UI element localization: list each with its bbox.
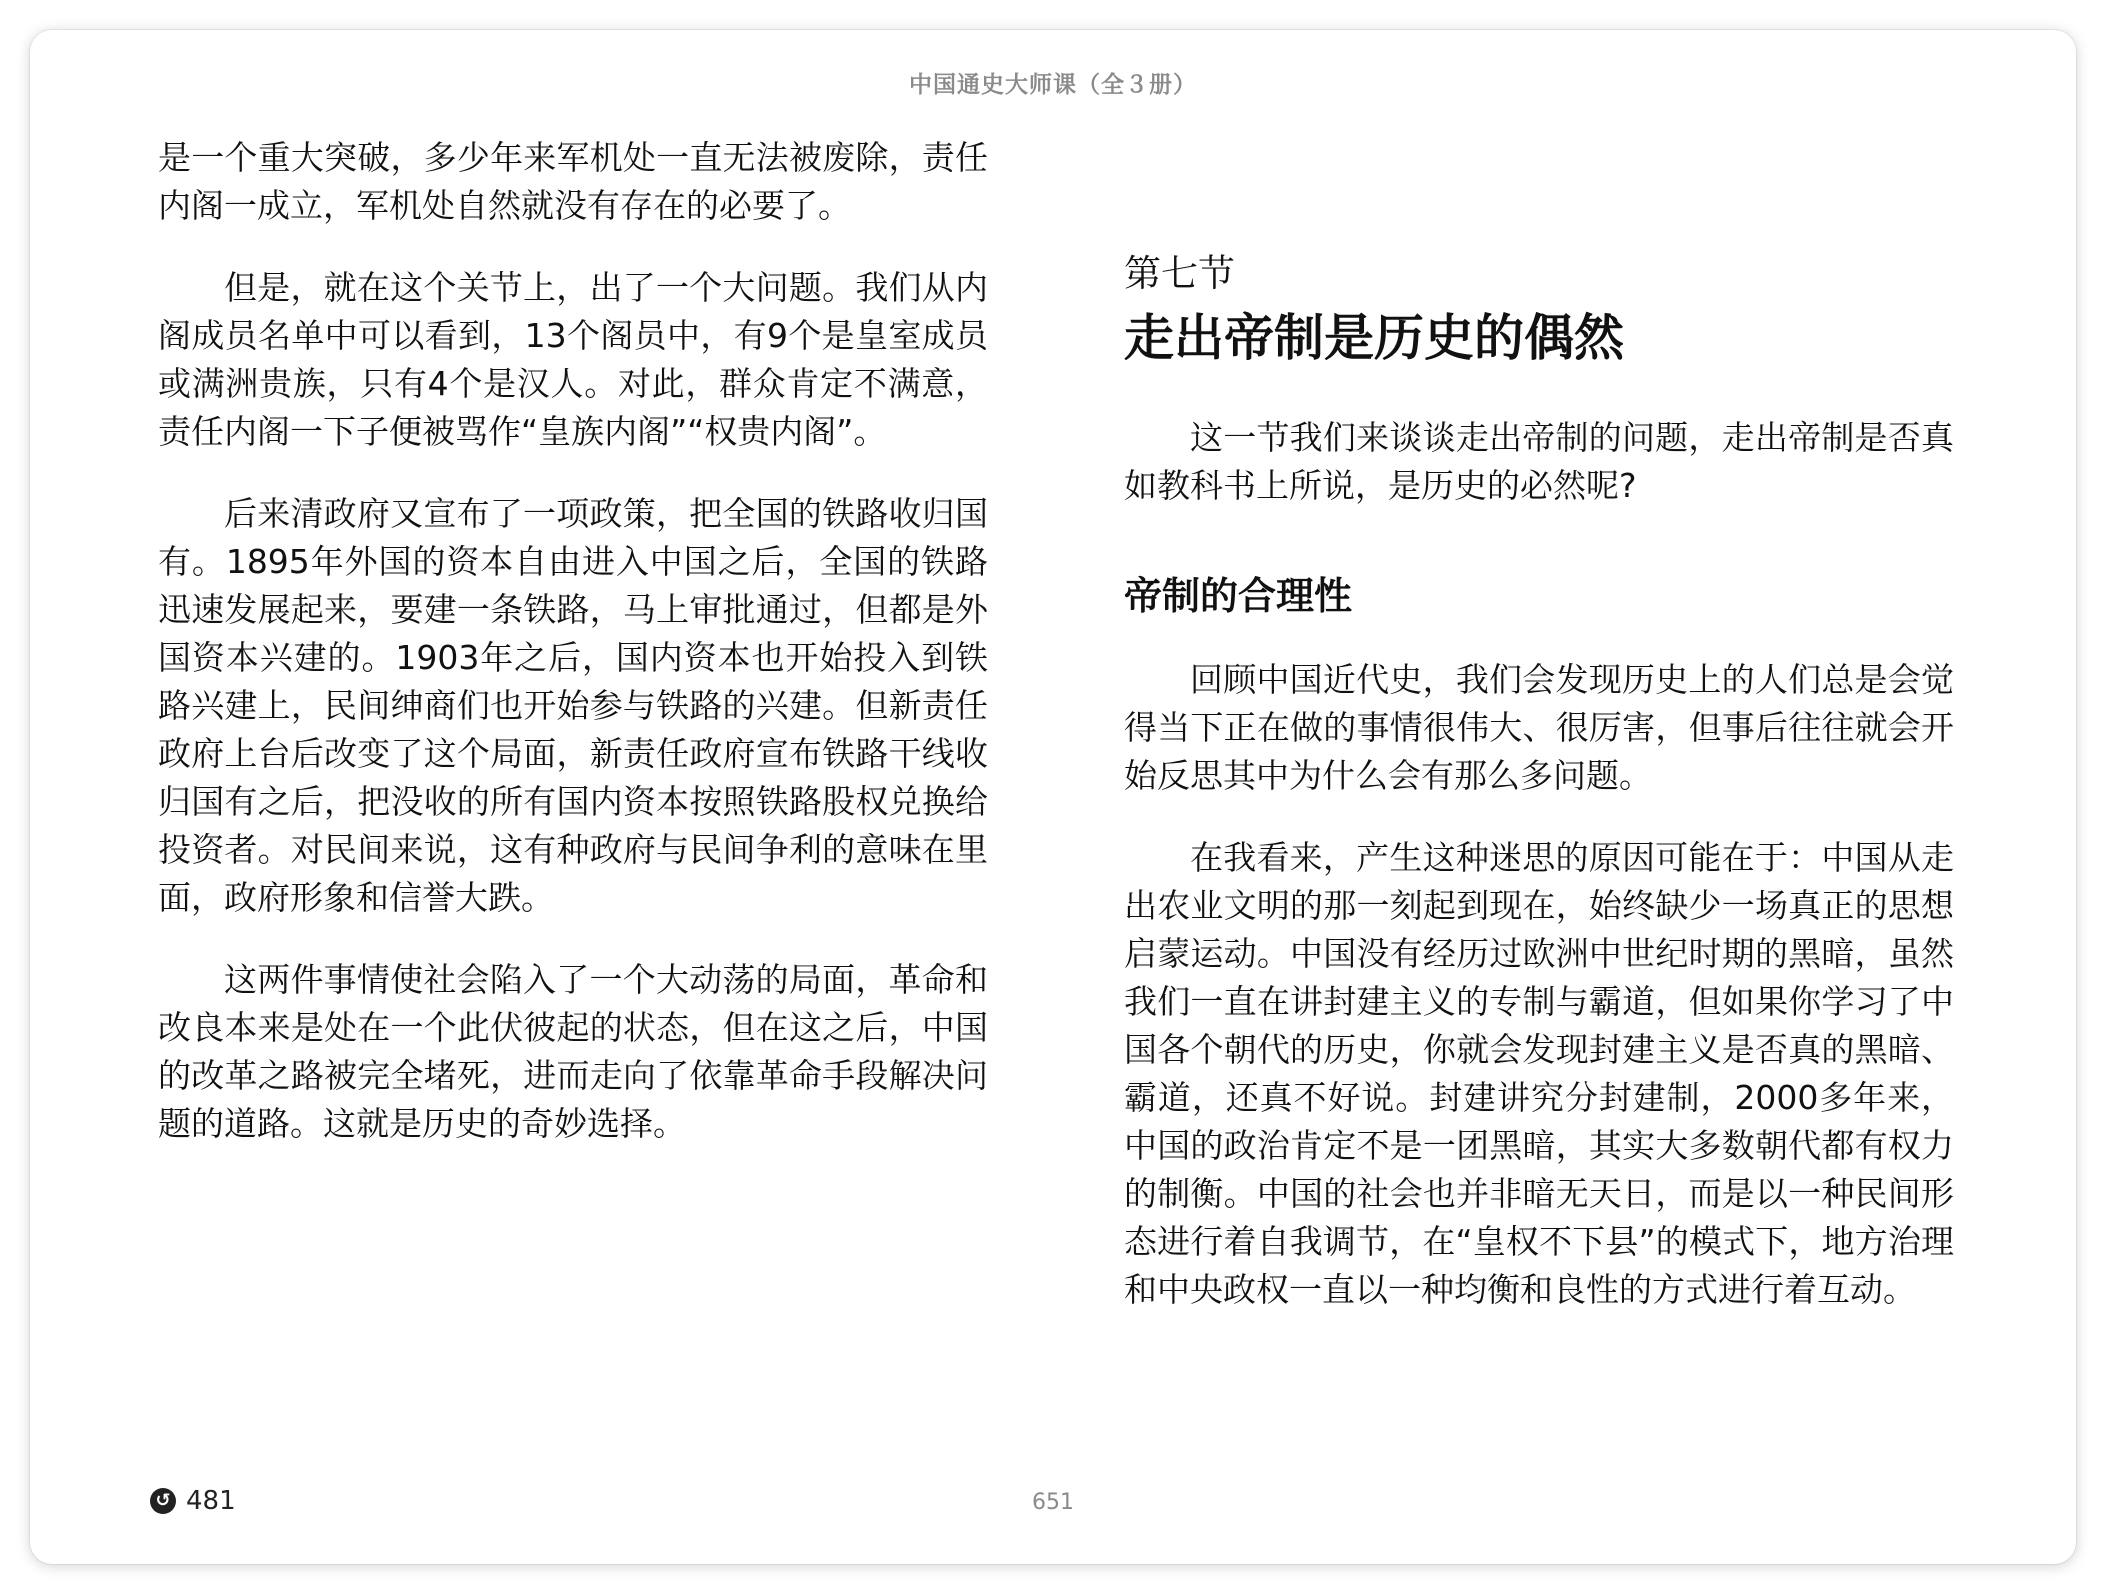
page-number: 651 [1032,1490,1074,1515]
back-arrow-icon: ↺ [150,1488,176,1514]
right-page [1124,250,1954,1348]
subheading: 帝制的合理性 [1124,574,1353,618]
left-page [158,134,988,1182]
section-title: 走出帝制是历史的偶然 [1124,309,1624,367]
section-label: 第七节 [1124,252,1235,295]
paragraph: 回顾中国近代史，我们会发现历史上的人们总是会觉得当下正在做的事情很伟大、很厉害，但事后往往就会开始反思其中为什么会有那么多问题。 [1124,660,1954,795]
paragraph: 后来清政府又宣布了一项政策，把全国的铁路收归国有。1895年外国的资本自由进入中国之后，全国的铁路迅速发展起来，要建一条铁路，马上审批通过，但都是外国资本兴建的。1903年之后，国内资本也开始投入到铁路兴建上，民间绅商们也开始参与铁路的兴建。但新责任政府上台后改变了这个局面，新责任政府宣布铁路干线收归国有之后，把没收的所有国内资本按照铁路股权兑换给投资者。对民间来说，这有种政府与民间争利的意味在里面，政府形象和信誉大跌。 [158,494,988,917]
book-title: 中国通史大师课（全３册） [909,72,1197,98]
paragraph: 但是，就在这个关节上，出了一个大问题。我们从内阁成员名单中可以看到，13个阁员中，有9个是皇室成员或满洲贵族，只有4个是汉人。对此，群众肯定不满意，责任内阁一下子便被骂作“皇族内阁”“权贵内阁”。 [158,268,988,451]
reader-window [30,30,2076,1564]
paragraph: 是一个重大突破，多少年来军机处一直无法被废除，责任内阁一成立，军机处自然就没有存在的必要了。 [158,138,988,225]
paragraph: 在我看来，产生这种迷思的原因可能在于：中国从走出农业文明的那一刻起到现在，始终缺少一场真正的思想启蒙运动。中国没有经历过欧洲中世纪时期的黑暗，虽然我们一直在讲封建主义的专制与霸道，但如果你学习了中国各个朝代的历史，你就会发现封建主义是否真的黑暗、霸道，还真不好说。封建讲究分封建制，2000多年来，中国的政治肯定不是一团黑暗，其实大多数朝代都有权力的制衡。中国的社会也并非暗无天日，而是以一种民间形态进行着自我调节，在“皇权不下县”的模式下，地方治理和中央政权一直以一种均衡和良性的方式进行着互动。 [1124,838,1954,1309]
paragraph: 这两件事情使社会陷入了一个大动荡的局面，革命和改良本来是处在一个此伏彼起的状态，但在这之后，中国的改革之路被完全堵死，进而走向了依靠革命手段解决问题的道路。这就是历史的奇妙选择。 [158,960,988,1143]
back-page-number: 481 [186,1486,236,1516]
intro-paragraph: 这一节我们来谈谈走出帝制的问题，走出帝制是否真如教科书上所说，是历史的必然呢? [1124,418,1954,505]
